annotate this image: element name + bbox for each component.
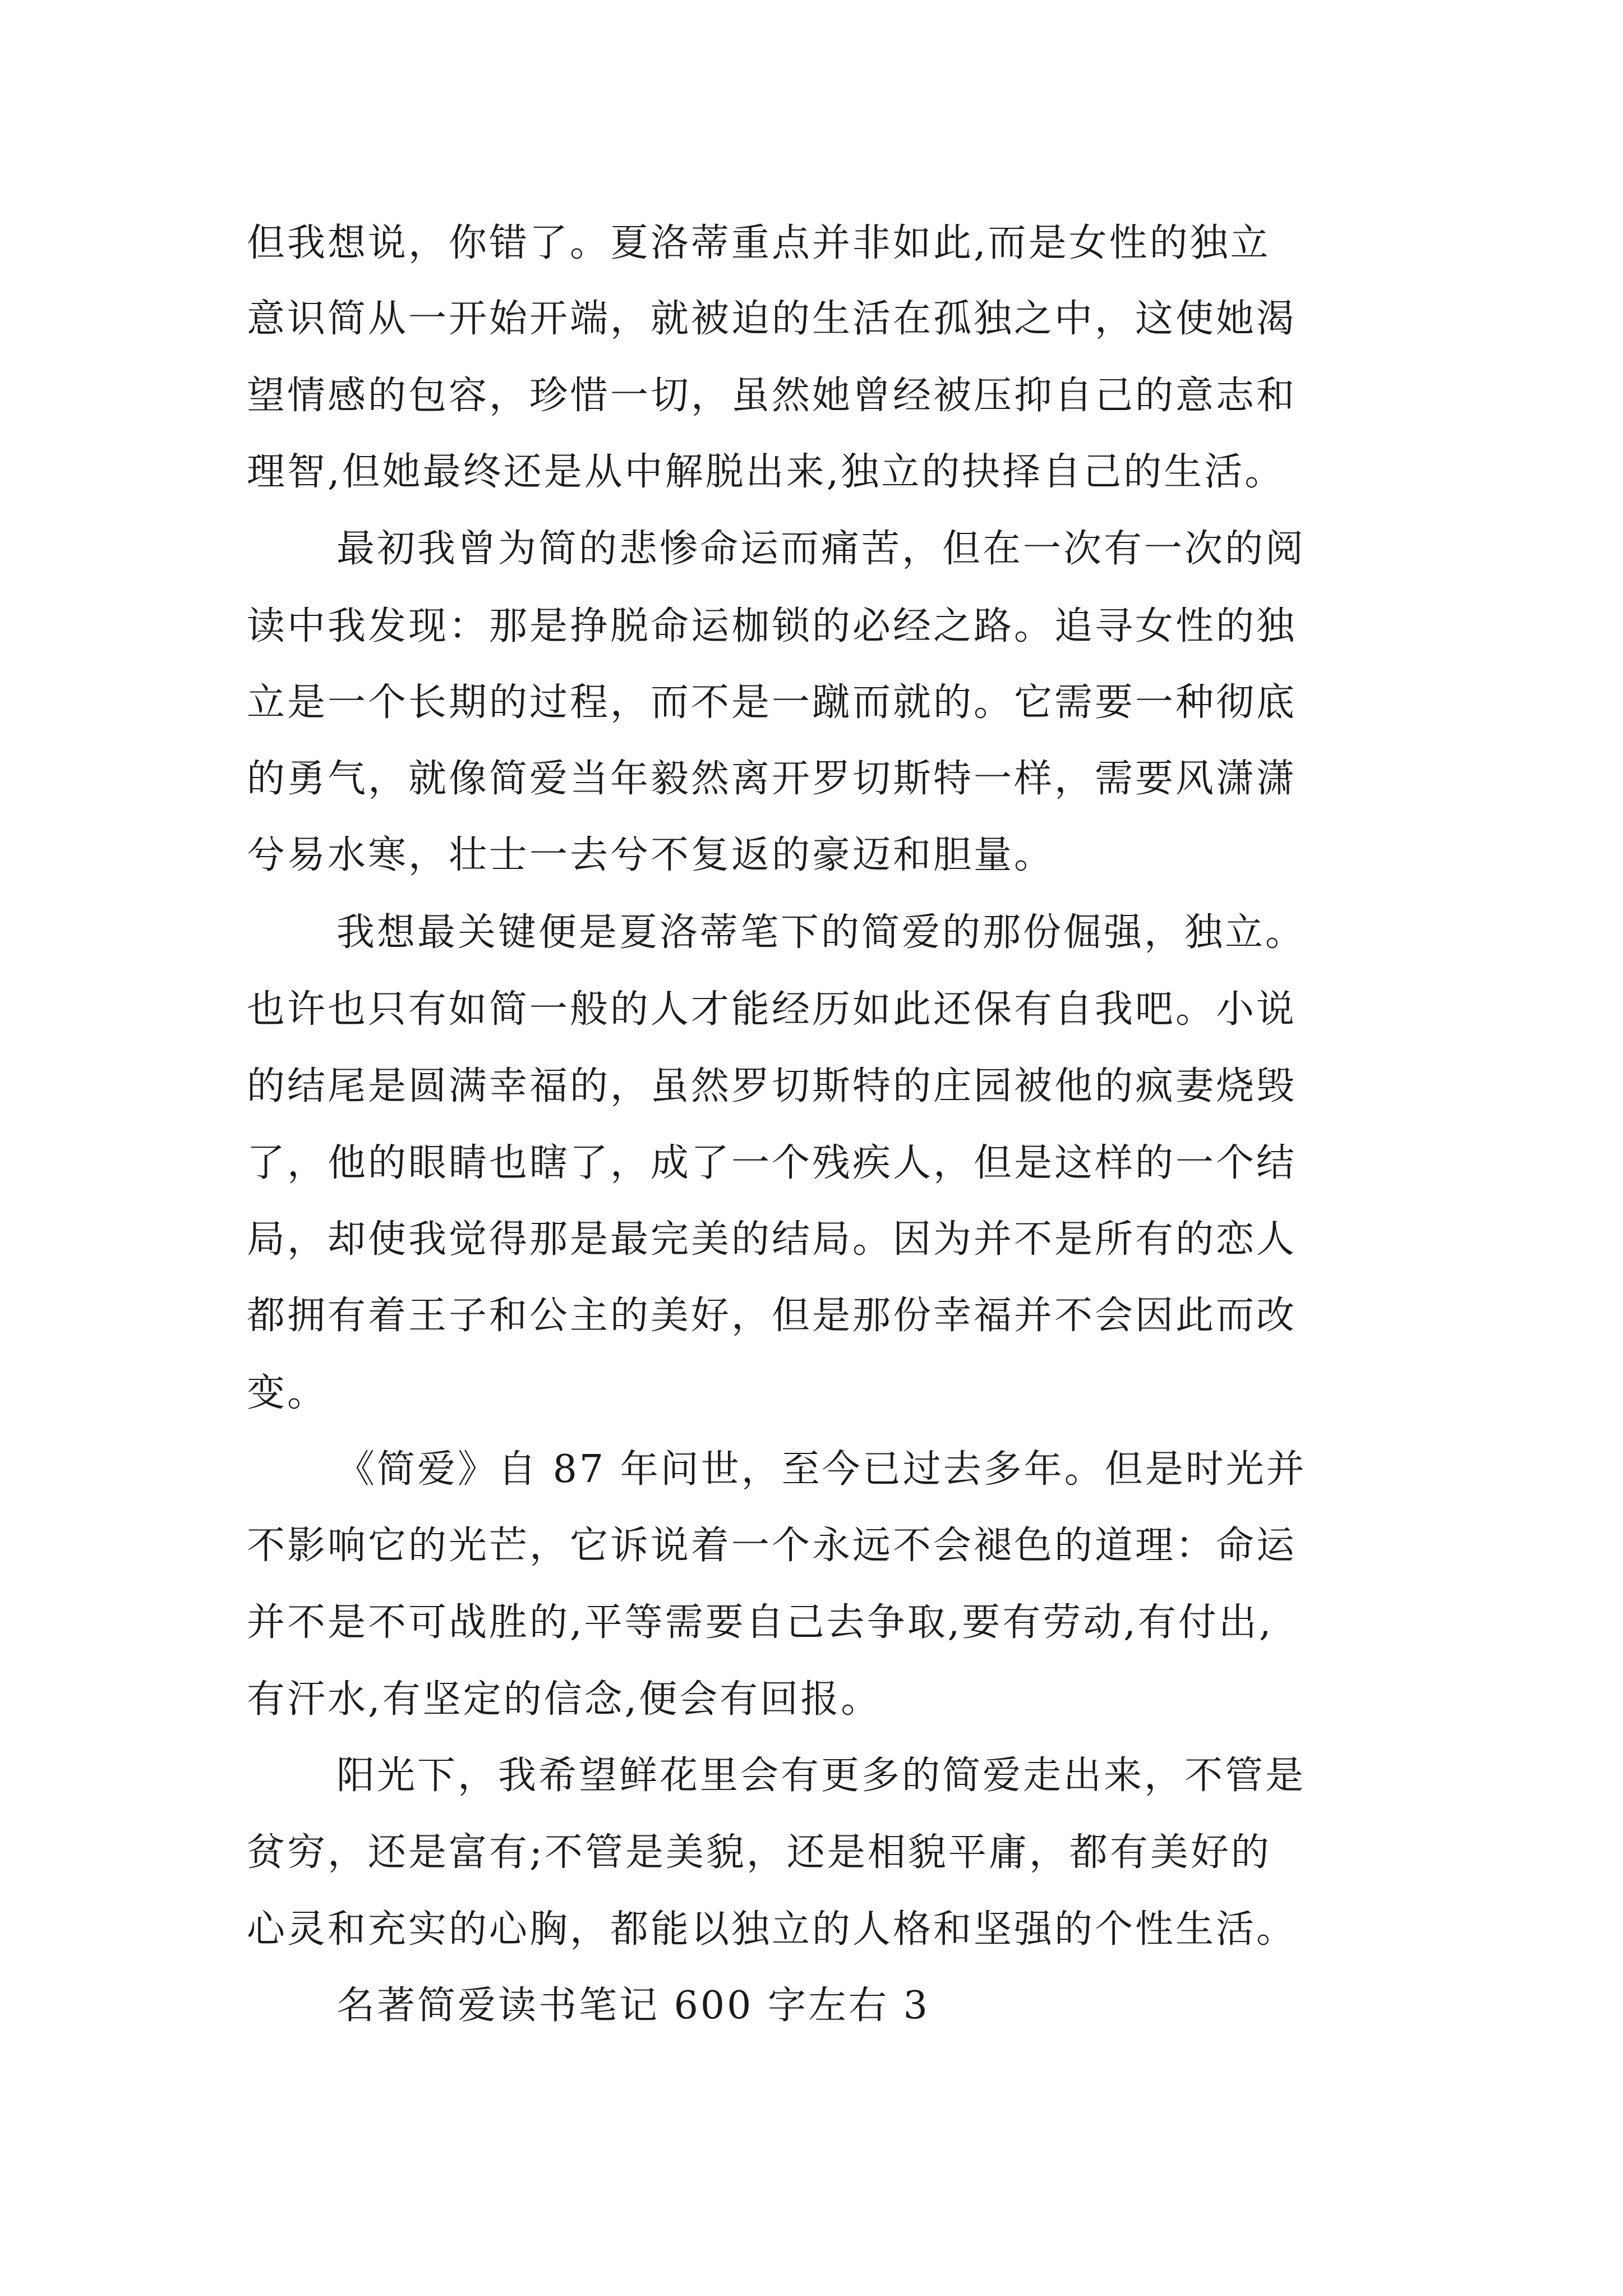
text-line-6: 读中我发现：那是挣脱命运枷锁的必经之路。追寻女性的独 xyxy=(247,604,1297,648)
text-line-21: 阳光下，我希望鲜花里会有更多的简爱走出来，不管是 xyxy=(336,1754,1306,1798)
text-line-5: 最初我曾为简的悲惨命运而痛苦，但在一次有一次的阅 xyxy=(336,527,1306,571)
text-line-2: 意识简从一开始开端，就被迫的生活在孤独之中，这使她渴 xyxy=(247,297,1297,341)
text-line-19: 并不是不可战胜的,平等需要自己去争取,要有劳动,有付出, xyxy=(247,1600,1274,1645)
text-line-17: 《简爱》自 87 年问世，至今已过去多年。但是时光并 xyxy=(336,1447,1307,1492)
text-line-12: 的结尾是圆满幸福的，虽然罗切斯特的庄园被他的疯妻烧毁 xyxy=(247,1064,1297,1108)
text-line-22: 贫穷，还是富有;不管是美貌，还是相貌平庸，都有美好的 xyxy=(247,1830,1271,1875)
text-line-4: 理智,但她最终还是从中解脱出来,独立的抉择自己的生活。 xyxy=(247,450,1285,494)
text-line-15: 都拥有着王子和公主的美好，但是那份幸福并不会因此而改 xyxy=(247,1294,1297,1338)
text-line-1: 但我想说，你错了。夏洛蒂重点并非如此,而是女性的独立 xyxy=(247,221,1271,265)
text-line-9: 兮易水寒，壮士一去兮不复返的豪迈和胆量。 xyxy=(247,833,1055,877)
text-line-8: 的勇气，就像简爱当年毅然离开罗切斯特一样，需要风潇潇 xyxy=(247,757,1297,801)
text-line-7: 立是一个长期的过程，而不是一蹴而就的。它需要一种彻底 xyxy=(247,680,1297,725)
text-line-16: 变。 xyxy=(247,1371,328,1415)
text-line-10: 我想最关键便是夏洛蒂笔下的简爱的那份倔强，独立。 xyxy=(336,910,1306,955)
text-line-11: 也许也只有如简一般的人才能经历如此还保有自我吧。小说 xyxy=(247,987,1297,1032)
text-line-14: 局，却使我觉得那是最完美的结局。因为并不是所有的恋人 xyxy=(247,1217,1297,1262)
text-line-3: 望情感的包容，珍惜一切，虽然她曾经被压抑自己的意志和 xyxy=(247,374,1297,418)
section-heading: 名著简爱读书笔记 600 字左右 3 xyxy=(336,1984,930,2028)
text-line-20: 有汗水,有坚定的信念,便会有回报。 xyxy=(247,1677,882,1722)
text-line-18: 不影响它的光芒，它诉说着一个永远不会褪色的道理：命运 xyxy=(247,1524,1297,1568)
text-line-13: 了，他的眼睛也瞎了，成了一个残疾人，但是这样的一个结 xyxy=(247,1141,1297,1185)
text-line-23: 心灵和充实的心胸，都能以独立的人格和坚强的个性生活。 xyxy=(247,1907,1297,1952)
